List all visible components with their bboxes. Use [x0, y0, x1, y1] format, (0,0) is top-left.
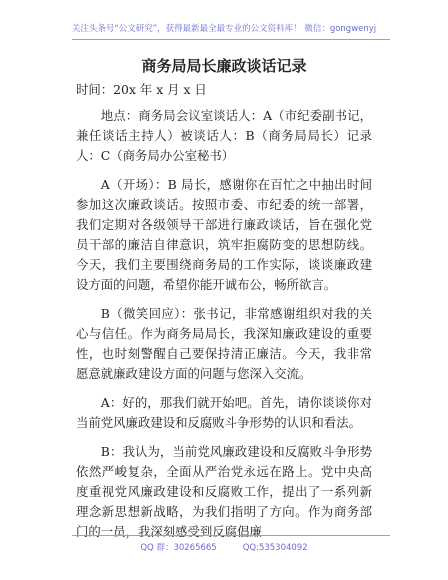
paragraph-time: 时间：20x 年 x 月 x 日 — [76, 82, 207, 97]
paragraph-question: A：好的，那我们就开始吧。首先，请你谈谈你对当前党风廉政建设和反腐败斗争形势的认识和看法。 — [76, 395, 372, 430]
header-divider — [72, 39, 390, 40]
paragraph-response: B（微笑回应）：张书记，非常感谢组织对我的关心与信任。作为商务局局长，我深知廉政建设的重要性，也时刻警醒自己要保持清正廉洁。今天，我非常愿意就廉政建设方面的问题与您深入交流。 — [76, 306, 372, 381]
document-title: 商务局局长廉政谈话记录 — [141, 57, 307, 75]
footer-divider — [72, 535, 390, 536]
paragraph-location: 地点：商务局会议室谈话人：A（市纪委副书记，兼任谈话主持人）被谈话人：B（商务局局长）记录人：C（商务局办公室秘书） — [76, 108, 372, 163]
paragraph-opening: A（开场）：B 局长，感谢你在百忙之中抽出时间参加这次廉政谈话。按照市委、市纪委的统一部署，我们定期对各级领导干部进行廉政谈话，旨在强化党员干部的廉洁自律意识，筑牢拒腐防变的思想防线。今天，我们主要围绕商务局的工作实际，谈谈廉政建设方面的问题，希望你能开诚布公，畅所欲言。 — [76, 177, 372, 292]
paragraph-answer: B：我认为，当前党风廉政建设和反腐败斗争形势依然严峻复杂，全面从严治党永远在路上。党中央高度重视党风廉政建设和反腐败工作，提出了一系列新理念新思想新战略，为我们指明了方向。作为商务部门的一员，我深刻感受到反腐倡廉 — [76, 444, 372, 539]
footer-qq-group: QQ 群：30265665 — [140, 543, 217, 553]
document-body — [76, 80, 372, 551]
footer-qq: QQ:535304092 — [242, 543, 308, 553]
footer — [0, 541, 448, 553]
header-banner: 关注头条号“公文研究”，获得最新最全最专业的公文资料库！ 微信：gongwenyj — [71, 24, 377, 34]
